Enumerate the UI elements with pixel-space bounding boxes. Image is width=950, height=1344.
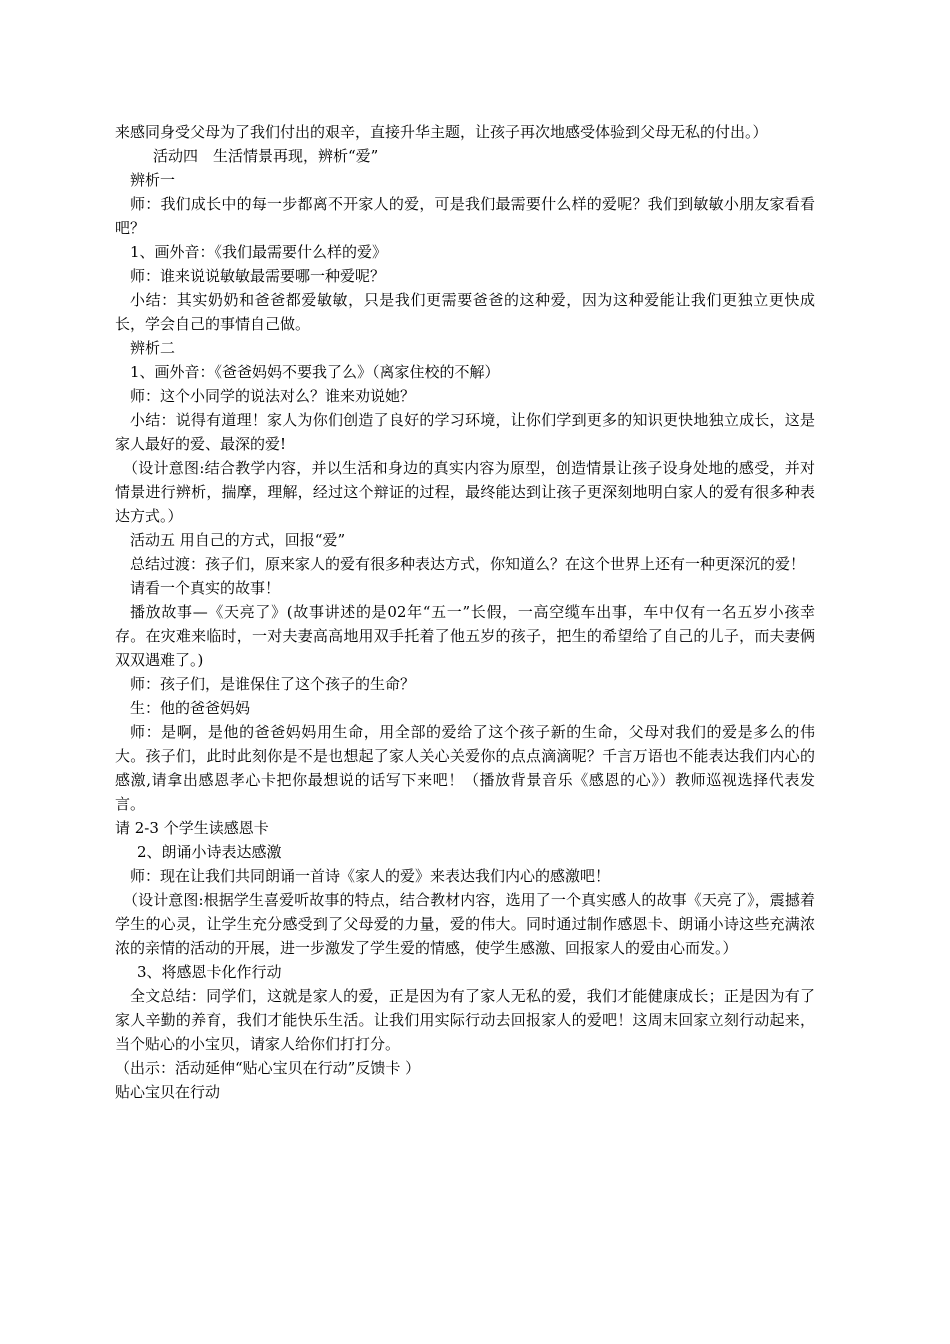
design-intent: （设计意图:根据学生喜爱听故事的特点，结合教材内容，选用了一个真实感人的故事《天亮了》，震撼着学生的心灵，让学生充分感受到了父母爱的力量，爱的伟大。同时通过制作感恩卡、朗诵小诗这些充满浓浓的亲情的活动的开展，进一步激发了学生爱的情感，使学生感激、回报家人的爱由心而发。）	[115, 891, 815, 957]
teacher-line: 师：谁来说说敏敏最需要哪一种爱呢？	[130, 267, 386, 285]
summary-line: 小结：其实奶奶和爸爸都爱敏敏，只是我们更需要爸爸的这种爱，因为这种爱能让我们更独立更快成长，学会自己的事情自己做。	[115, 291, 815, 333]
student-line: 生：他的爸爸妈妈	[130, 699, 251, 717]
voiceover-line: 1、画外音：《我们最需要什么样的爱》	[130, 243, 388, 261]
subheading-analysis-one: 辨析一	[130, 171, 176, 189]
step-heading: 2、朗诵小诗表达感激	[137, 843, 282, 861]
feedback-card-title: 贴心宝贝在行动	[115, 1083, 221, 1101]
teacher-line: 师：我们成长中的每一步都离不开家人的爱，可是我们最需要什么样的爱呢？我们到敏敏小朋友家看看吧？	[115, 195, 815, 237]
teacher-line: 师：这个小同学的说法对么？谁来劝说她？	[130, 387, 416, 405]
summary-line: 小结：说得有道理！家人为你们创造了良好的学习环境，让你们学到更多的知识更快地独立成长，这是家人最好的爱、最深的爱!	[115, 411, 815, 453]
document-body	[115, 120, 815, 1104]
transition-summary: 总结过渡：孩子们，原来家人的爱有很多种表达方式，你知道么？在这个世界上还有一种更深沉的爱！	[130, 555, 806, 573]
story-intro: 请看一个真实的故事！	[130, 579, 281, 597]
closing-summary: 全文总结：同学们，这就是家人的爱，正是因为有了家人无私的爱，我们才能健康成长；正是因为有了家人辛勤的养育，我们才能快乐生活。让我们用实际行动去回报家人的爱吧！这周末回家立刻行动起来，当个贴心的小宝贝，请家人给你们打打分。	[115, 987, 815, 1053]
heading-activity-five: 活动五 用自己的方式，回报“爱”	[130, 531, 346, 549]
teacher-line: 师：现在让我们共同朗诵一首诗《家人的爱》来表达我们内心的感激吧！	[130, 867, 611, 885]
step-heading: 3、将感恩卡化作行动	[137, 963, 282, 981]
subheading-analysis-two: 辨析二	[130, 339, 176, 357]
design-intent: （设计意图:结合教学内容，并以生活和身边的真实内容为原型，创造情景让孩子设身处地的感受，并对情景进行辨析，揣摩，理解，经过这个辩证的过程，最终能达到让孩子更深刻地明白家人的爱有很多种表达方式。）	[115, 459, 815, 525]
teacher-line: 师：孩子们，是谁保住了这个孩子的生命？	[130, 675, 416, 693]
story-description: 播放故事—《天亮了》(故事讲述的是02年“五一”长假，一高空缆车出事，车中仅有一名五岁小孩幸存。在灾难来临时，一对夫妻高高地用双手托着了他五岁的孩子，把生的希望给了自己的儿子，而夫妻俩双双遇难了。)	[115, 603, 815, 669]
display-note: （出示：活动延伸“贴心宝贝在行动”反馈卡 ）	[115, 1059, 421, 1077]
instruction-line: 请 2-3 个学生读感恩卡	[115, 819, 269, 837]
teacher-line: 师：是啊，是他的爸爸妈妈用生命，用全部的爱给了这个孩子新的生命，父母对我们的爱是多么的伟大。孩子们，此时此刻你是不是也想起了家人关心关爱你的点点滴滴呢？千言万语也不能表达我们内心的感激,请拿出感恩孝心卡把你最想说的话写下来吧！（播放背景音乐《感恩的心》）教师巡视选择代表发言。	[115, 723, 815, 813]
paragraph-continuation: 来感同身受父母为了我们付出的艰辛，直接升华主题，让孩子再次地感受体验到父母无私的付出。）	[115, 123, 768, 141]
voiceover-line: 1、画外音：《爸爸妈妈不要我了么》（离家住校的不解）	[130, 363, 500, 381]
heading-activity-four: 活动四 生活情景再现，辨析“爱”	[153, 147, 379, 165]
